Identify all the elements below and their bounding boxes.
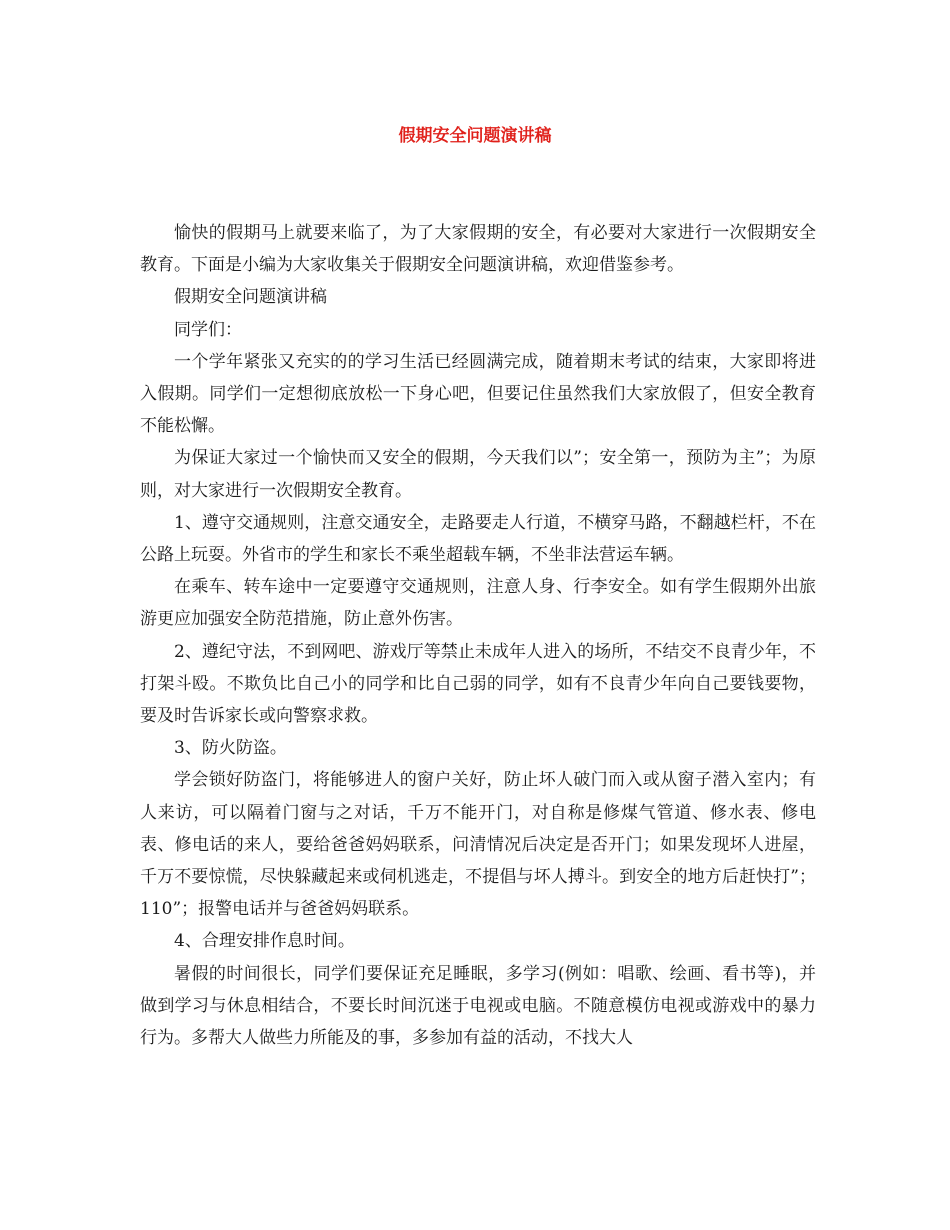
paragraph: 为保证大家过一个愉快而又安全的假期，今天我们以”；安全第一，预防为主”；为原则，对大家进行一次假期安全教育。	[140, 448, 816, 501]
paragraph: 同学们：	[174, 319, 242, 340]
paragraph: 假期安全问题演讲稿	[174, 287, 327, 308]
paragraph: 2、遵纪守法，不到网吧、游戏厅等禁止未成年人进入的场所，不结交不良青少年，不打架斗殴。不欺负比自己小的同学和比自己弱的同学，如有不良青少年向自己要钱要物，要及时告诉家长或向警察求救。	[140, 641, 816, 727]
paragraph: 暑假的时间很长，同学们要保证充足睡眠，多学习(例如：唱歌、绘画、看书等)，并做到学习与休息相结合，不要长时间沉迷于电视或电脑。不随意模仿电视或游戏中的暴力行为。多帮大人做些力所能及的事，多参加有益的活动，不找大人	[140, 963, 816, 1049]
paragraph: 一个学年紧张又充实的的学习生活已经圆满完成，随着期末考试的结束，大家即将进入假期。同学们一定想彻底放松一下身心吧，但要记住虽然我们大家放假了，但安全教育不能松懈。	[140, 351, 816, 437]
document-title: 假期安全问题演讲稿	[398, 126, 552, 146]
paragraph: 愉快的假期马上就要来临了，为了大家假期的安全，有必要对大家进行一次假期安全教育。下面是小编为大家收集关于假期安全问题演讲稿，欢迎借鉴参考。	[140, 223, 816, 276]
paragraph: 学会锁好防盗门，将能够进人的窗户关好，防止坏人破门而入或从窗子潜入室内；有人来访，可以隔着门窗与之对话，千万不能开门，对自称是修煤气管道、修水表、修电表、修电话的来人，要给爸爸妈妈联系，问清情况后决定是否开门；如果发现坏人进屋，千万不要惊慌，尽快躲藏起来或伺机逃走，不提倡与坏人搏斗。到安全的地方后赶快打”；110”；报警电话并与爸爸妈妈联系。	[140, 770, 816, 920]
paragraph: 4、合理安排作息时间。	[174, 931, 355, 952]
paragraph: 3、防火防盗。	[174, 738, 287, 759]
document-body	[140, 217, 816, 1054]
paragraph: 在乘车、转车途中一定要遵守交通规则，注意人身、行李安全。如有学生假期外出旅游更应加强安全防范措施，防止意外伤害。	[140, 577, 816, 630]
paragraph: 1、遵守交通规则，注意交通安全，走路要走人行道，不横穿马路，不翻越栏杆，不在公路上玩耍。外省市的学生和家长不乘坐超载车辆，不坐非法营运车辆。	[140, 512, 816, 566]
